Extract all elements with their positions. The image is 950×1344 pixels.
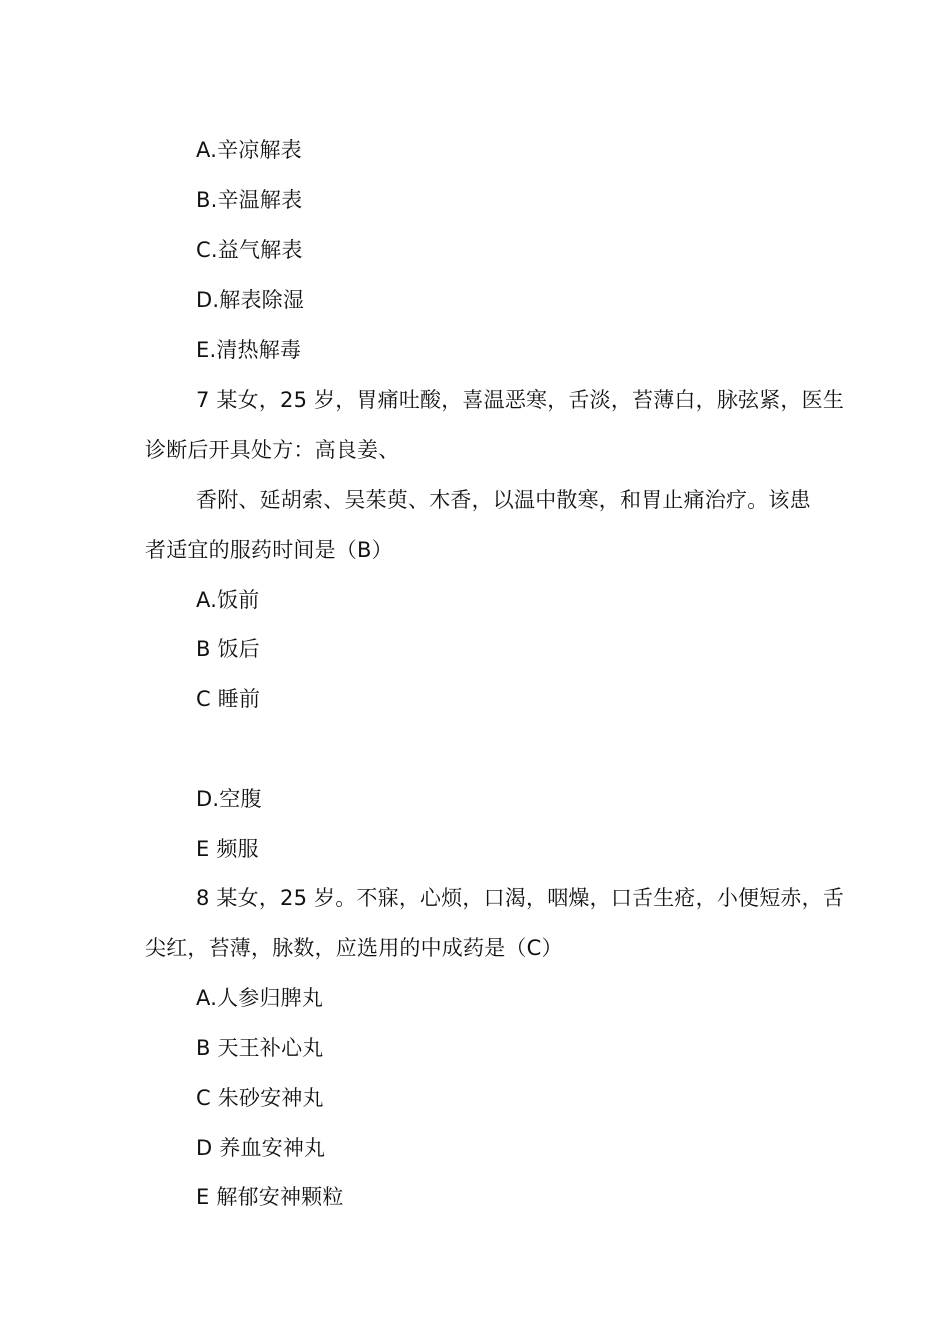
q7-stem-line-3: 香附、延胡索、吴茱萸、木香，以温中散寒，和胃止痛治疗。该患 — [196, 488, 811, 512]
q7-option-b: B 饭后 — [196, 637, 260, 661]
q7-option-e: E 频服 — [196, 837, 259, 861]
q8-option-c: C 朱砂安神丸 — [196, 1086, 324, 1110]
q7-option-c: C 睡前 — [196, 687, 261, 711]
q8-stem-line-2: 尖红，苔薄，脉数，应选用的中成药是（C） — [145, 936, 563, 960]
q8-option-a: A.人参归脾丸 — [196, 986, 324, 1010]
q6-option-d: D.解表除湿 — [196, 288, 305, 312]
q6-option-a: A.辛凉解表 — [196, 138, 302, 162]
q7-option-a: A.饭前 — [196, 588, 260, 612]
q6-option-b: B.辛温解表 — [196, 188, 303, 212]
q7-option-d: D.空腹 — [196, 787, 262, 811]
q8-option-b: B 天王补心丸 — [196, 1036, 324, 1060]
q6-option-e: E.清热解毒 — [196, 338, 302, 362]
q7-stem-line-1: 7 某女，25 岁，胃痛吐酸，喜温恶寒，舌淡，苔薄白，脉弦紧，医生 — [196, 388, 845, 412]
q8-option-d: D 养血安神丸 — [196, 1136, 326, 1160]
q8-stem-line-1: 8 某女，25 岁。不寐，心烦，口渴，咽燥，口舌生疮，小便短赤，舌 — [196, 886, 845, 910]
q8-option-e: E 解郁安神颗粒 — [196, 1185, 344, 1209]
q7-stem-line-4: 者适宜的服药时间是（B） — [145, 538, 393, 562]
q6-option-c: C.益气解表 — [196, 238, 303, 262]
q7-stem-line-2: 诊断后开具处方：高良姜、 — [145, 438, 400, 462]
